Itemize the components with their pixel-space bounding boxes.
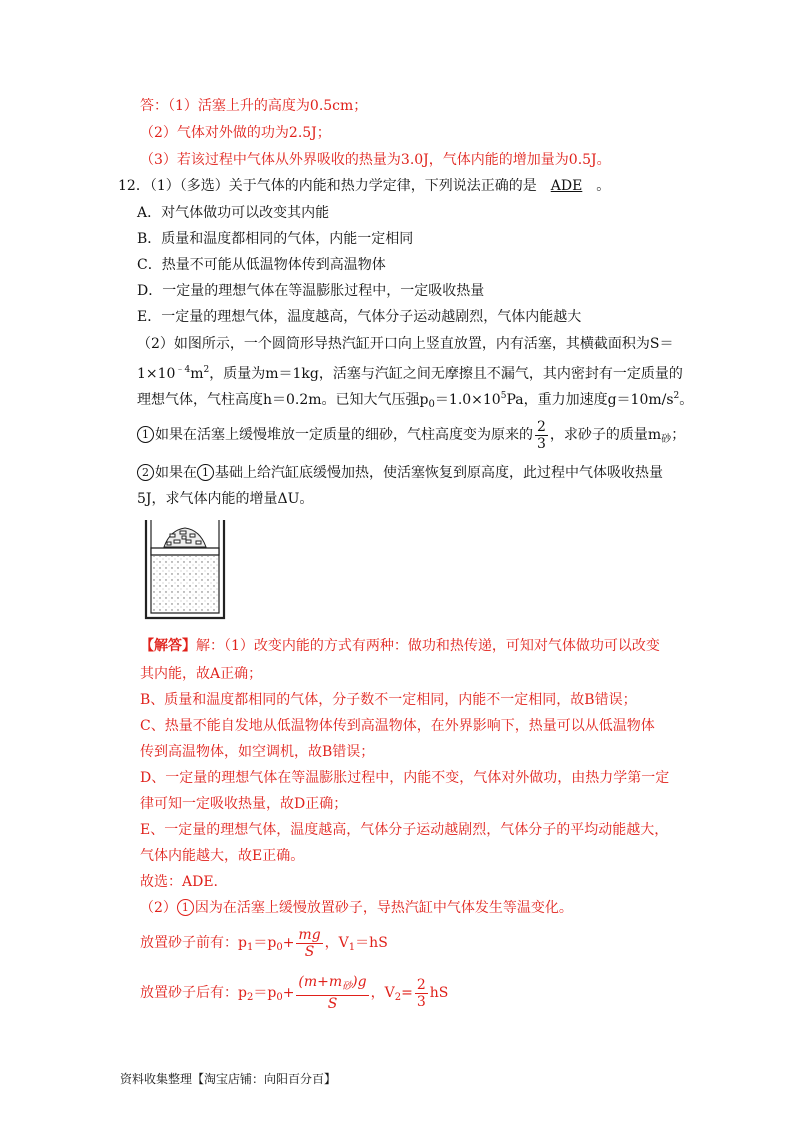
- q12-sub1: 1 如果在活塞上缓慢堆放一定质量的细砂，气柱高度变为原来的 $\frac{2}{3}$ ，求砂子的质量$m_砂$；: [137, 416, 685, 459]
- fraction-two-thirds: $\frac{2}{3}$: [416, 976, 426, 1010]
- prev-answer-line1: 答：（1）活塞上升的高度为0.5cm；: [140, 98, 368, 114]
- equation-after: 放置砂子后有：$p_2=p_0+$ $\frac{(m+m_砂)g}{S}$ ，$V_2=$ $\frac{2}{3}$ hS: [140, 974, 449, 1012]
- fraction-total-mass-over-s: $\frac{(m+m_砂)g}{S}$: [298, 974, 367, 1012]
- solution-line5: 传到高温物体，如空调机，故B错误；: [140, 744, 375, 760]
- fraction-mg-over-s: $\frac{mg}{S}$: [298, 926, 321, 960]
- sand-pile: [164, 528, 206, 547]
- q12-sub2-line1: 2 如果在 1 基础上给汽缸底缓慢加热，使活塞恢复到原高度，此过程中气体吸收热量: [137, 463, 663, 483]
- solution-line9: 气体内能越大，故E正确。: [140, 848, 305, 864]
- solution-line10: 故选：ADE.: [140, 874, 219, 890]
- piston: [151, 548, 219, 555]
- circled-number-1: 1: [197, 464, 214, 481]
- solution-line6: D、一定量的理想气体在等温膨胀过程中，内能不变，气体对外做功，由热力学第一定: [140, 770, 670, 786]
- solution-line1: 【解答】解：（1）改变内能的方式有两种：做功和热传递，可知对气体做功可以改变: [140, 638, 660, 654]
- solution-line8: E、一定量的理想气体，温度越高，气体分子运动越剧烈，气体分子的平均动能越大，: [140, 822, 669, 838]
- option-a: A．对气体做功可以改变其内能: [137, 205, 330, 221]
- q12-part2-line1: （2）如图所示，一个圆筒形导热汽缸开口向上竖直放置，内有活塞，其横截面积为S＝: [137, 336, 674, 352]
- solution-line4: C、热量不能自发地从低温物体传到高温物体，在外界影响下，热量可以从低温物体: [140, 718, 655, 734]
- q12-answer-blank: ADE: [550, 178, 583, 194]
- q12-sub2-line2: 5J，求气体内能的增量ΔU。: [137, 491, 314, 507]
- option-d: D．一定量的理想气体在等温膨胀过程中，一定吸收热量: [137, 283, 485, 299]
- q12-part2-line2: $1\times 10^{﹣4}m^2$，质量为m＝1kg，活塞与汽缸之间无摩擦且不漏气，其内密封有一定质量的: [137, 365, 683, 382]
- equation-before: 放置砂子前有：$p_1=p_0+$ $\frac{mg}{S}$ ，$V_1=hS$: [140, 926, 388, 960]
- gas-region: [152, 556, 218, 612]
- circled-number-1: 1: [137, 426, 154, 443]
- solution-line7: 律可知一定吸收热量，故D正确；: [140, 796, 348, 812]
- cylinder-diagram: [140, 518, 230, 623]
- prev-answer-line2: （2）气体对外做的功为2.5J；: [140, 125, 331, 141]
- option-c: C．热量不可能从低温物体传到高温物体: [137, 257, 386, 273]
- solution-line2: 其内能，故A正确；: [140, 666, 263, 682]
- fraction-two-thirds: $\frac{2}{3}$: [537, 418, 546, 452]
- circled-number-2: 2: [137, 464, 154, 481]
- solution-line3: B、质量和温度都相同的气体，分子数不一定相同，内能不一定相同，故B错误；: [140, 692, 637, 708]
- solution-line11: （2） 1 因为在活塞上缓慢放置砂子，导热汽缸中气体发生等温变化。: [140, 900, 573, 916]
- q12-part1: 12．（1）（多选）关于气体的内能和热力学定律，下列说法正确的是 ADE 。: [118, 178, 611, 194]
- option-e: E．一定量的理想气体，温度越高，气体分子运动越剧烈，气体内能越大: [137, 309, 582, 325]
- option-b: B．质量和温度都相同的气体，内能一定相同: [137, 231, 414, 247]
- page-footer: 资料收集整理【淘宝店铺：向阳百分百】: [120, 1072, 337, 1086]
- circled-number-1: 1: [177, 899, 194, 916]
- q12-part2-line3: 理想气体，气柱高度h＝0.2m。已知大气压强$p_0=1.0\times 10^5Pa$，重力加速度$g=10m/s^2$。: [137, 391, 694, 410]
- prev-answer-line3: （3）若该过程中气体从外界吸收的热量为3.0J，气体内能的增加量为0.5J。: [140, 152, 611, 168]
